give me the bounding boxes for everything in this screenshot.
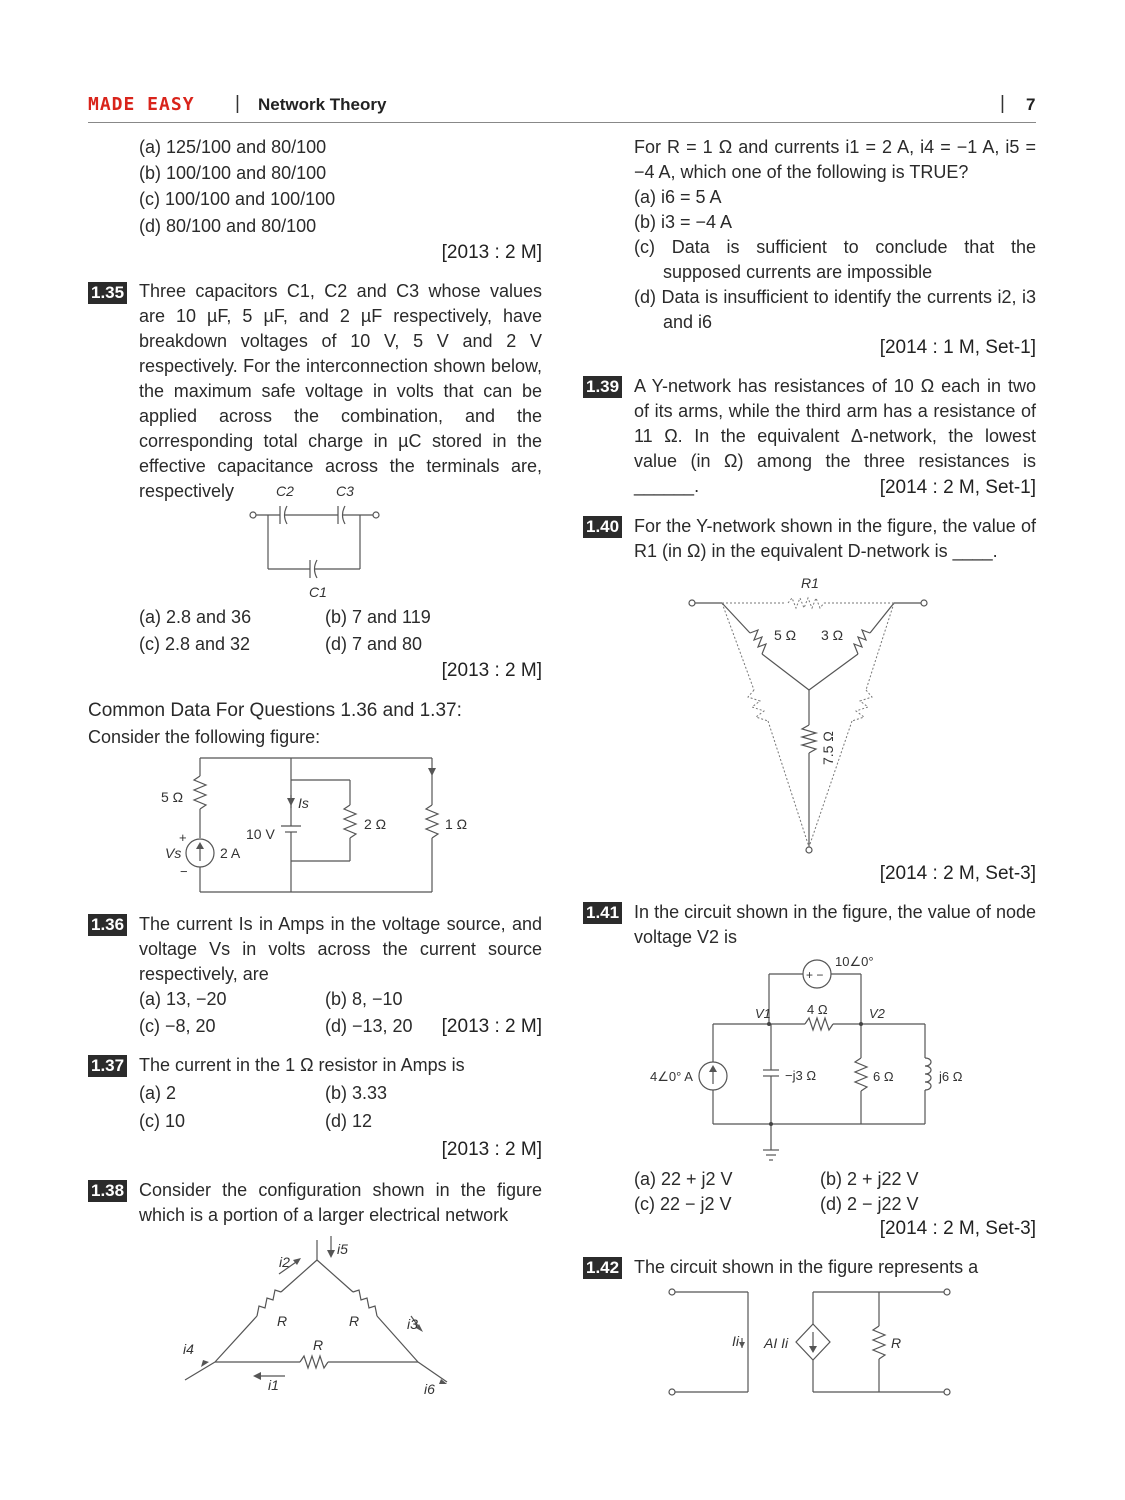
q136-option-d: (d) −13, 20: [325, 1016, 413, 1036]
q136-tag: [2013 : 2 M]: [441, 1016, 542, 1037]
q135-text: Three capacitors C1, C2 and C3 whose values are 10 µF, 5 µF, and 2 µF respectively, have breakdown voltages of 10 V, 5 V and 2 V respectively. For the interconnection shown below, the maximum safe voltage in volts that can be applied across the combination, and the corresponding total charge in µC stored in the effective capacitance across the terminals are, respectively: [139, 281, 542, 501]
fig136-circuit: [150, 750, 470, 900]
r-left-label: R: [277, 1313, 288, 1329]
q137-tag: [2013 : 2 M]: [441, 1139, 542, 1160]
q137-option-b: (b) 3.33: [325, 1083, 388, 1103]
ind-label: j6 Ω: [939, 1069, 963, 1084]
c2-label: C2: [276, 483, 294, 499]
q137-text: The current in the 1 Ω resistor in Amps is: [139, 1055, 465, 1075]
q134-option-d: (d) 80/100 and 80/100: [139, 216, 317, 236]
q136-option-b: (b) 8, −10: [325, 989, 403, 1009]
q136-option-c: (c) −8, 20: [139, 1016, 216, 1036]
q141-option-c: (c) 22 − j2 V: [634, 1194, 732, 1214]
src-plus: + −: [806, 968, 824, 982]
src-voltage-label: 10∠0°: [835, 954, 874, 969]
r-bottom-label: R: [313, 1337, 324, 1353]
q134-tag: [2013 : 2 M]: [441, 242, 542, 263]
q140-y-network: [680, 570, 950, 860]
r5-label: 5 Ω: [774, 627, 797, 643]
q137-option-d: (d) 12: [325, 1111, 373, 1131]
q137-option-c: (c) 10: [139, 1111, 186, 1131]
ii-label: Ii: [732, 1333, 739, 1349]
q135-tag: [2013 : 2 M]: [441, 660, 542, 681]
page-number: 7: [1026, 95, 1036, 114]
r2-label: 2 Ω: [364, 816, 387, 832]
common-data-title: Common Data For Questions 1.36 and 1.37:: [88, 700, 462, 721]
r75-label: 7.5 Ω: [820, 731, 836, 765]
a2-label: 2 A: [220, 845, 241, 861]
aii-label: AI Ii: [764, 1335, 789, 1351]
minus-label: −: [180, 864, 188, 879]
cap-label: −j3 Ω: [785, 1068, 817, 1083]
q141-text: In the circuit shown in the figure, the value of node voltage V2 is: [634, 902, 1036, 947]
r4-label: 4 Ω: [807, 1002, 828, 1017]
c1-label: C1: [309, 584, 327, 600]
vs-label: Vs: [165, 845, 182, 861]
page-header: [88, 92, 1036, 123]
i2-label: i2: [279, 1254, 290, 1270]
v10-label: 10 V: [246, 826, 275, 842]
q140-text: For the Y-network shown in the figure, the value of R1 (in Ω) in the equivalent D-network is ____.: [634, 516, 1036, 561]
r1-label: R1: [801, 575, 819, 591]
q136-option-a: (a) 13, −20: [139, 989, 227, 1009]
brand-logo: MADE EASY: [88, 94, 195, 115]
v2-label: V2: [869, 1006, 885, 1021]
i1-label: i1: [268, 1377, 279, 1393]
q135-capacitor-circuit: [240, 480, 400, 600]
q135-option-b: (b) 7 and 119: [325, 607, 431, 627]
is-label: Is: [298, 795, 309, 811]
q134-option-b: (b) 100/100 and 80/100: [139, 163, 327, 183]
r-right-label: R: [349, 1313, 360, 1329]
q141-tag: [2014 : 2 M, Set-3]: [879, 1218, 1036, 1239]
q136-text: The current Is in Amps in the voltage source, and voltage Vs in volts across the current source respectively, are: [139, 914, 542, 984]
q135-option-c: (c) 2.8 and 32: [139, 634, 251, 654]
q138-option-a: (a) i6 = 5 A: [634, 187, 722, 207]
q134-option-c: (c) 100/100 and 100/100: [139, 189, 336, 209]
q135-option-d: (d) 7 and 80: [325, 634, 423, 654]
i6-label: i6: [424, 1381, 435, 1397]
i4-label: i4: [183, 1341, 194, 1357]
q139-number: 1.39: [583, 376, 622, 398]
v1-label: V1: [755, 1006, 771, 1021]
r5-label: 5 Ω: [161, 789, 184, 805]
i5-label: i5: [337, 1241, 348, 1257]
q138-option-d: (d) Data is insufficient to identify the currents i2, i3 and i6: [634, 287, 1036, 332]
header-separator: |: [235, 93, 240, 114]
c3-label: C3: [336, 483, 354, 499]
common-data-intro: Consider the following figure:: [88, 727, 321, 747]
isrc-label: 4∠0° A: [650, 1069, 693, 1084]
q142-text: The circuit shown in the figure represents a: [634, 1257, 979, 1277]
header-subject: Network Theory: [258, 95, 387, 114]
q139-text: A Y-network has resistances of 10 Ω each in two of its arms, while the third arm has a resistance of 11 Ω. In the equivalent Δ-network, the lowest value (in Ω) among the three resistances is ______.: [634, 376, 1036, 496]
r-label: R: [891, 1335, 902, 1351]
q138-text: Consider the configuration shown in the figure which is a portion of a larger electrical network: [139, 1180, 542, 1225]
q142-circuit: [660, 1282, 960, 1402]
q141-option-d: (d) 2 − j22 V: [820, 1194, 919, 1214]
q140-number: 1.40: [583, 516, 622, 538]
r6-label: 6 Ω: [873, 1069, 894, 1084]
i3-label: i3: [407, 1316, 418, 1332]
q138-option-c: (c) Data is sufficient to conclude that the supposed currents are impossible: [634, 237, 1036, 282]
q142-number: 1.42: [583, 1257, 622, 1279]
q141-number: 1.41: [583, 902, 622, 924]
q141-option-a: (a) 22 + j2 V: [634, 1169, 733, 1189]
plus-label: +: [179, 830, 187, 845]
q135-number: 1.35: [88, 282, 127, 304]
q138-tag: [2014 : 1 M, Set-1]: [879, 337, 1036, 358]
q137-number: 1.37: [88, 1055, 127, 1077]
q134-option-a: (a) 125/100 and 80/100: [139, 137, 327, 157]
page-number-separator: |: [1000, 93, 1005, 114]
q135-option-a: (a) 2.8 and 36: [139, 607, 252, 627]
q139-tag: [2014 : 2 M, Set-1]: [879, 477, 1036, 498]
q140-tag: [2014 : 2 M, Set-3]: [879, 863, 1036, 884]
q138-option-b: (b) i3 = −4 A: [634, 212, 733, 232]
r3-label: 3 Ω: [821, 627, 844, 643]
q141-circuit: [645, 950, 985, 1170]
q138-triangle-network: [175, 1232, 475, 1402]
q141-option-b: (b) 2 + j22 V: [820, 1169, 919, 1189]
q136-number: 1.36: [88, 914, 127, 936]
r1-label: 1 Ω: [445, 816, 468, 832]
q137-option-a: (a) 2: [139, 1083, 177, 1103]
q138-continued-text: For R = 1 Ω and currents i1 = 2 A, i4 = −1 A, i5 = −4 A, which one of the following is TRUE?: [634, 137, 1036, 182]
q138-number: 1.38: [88, 1180, 127, 1202]
